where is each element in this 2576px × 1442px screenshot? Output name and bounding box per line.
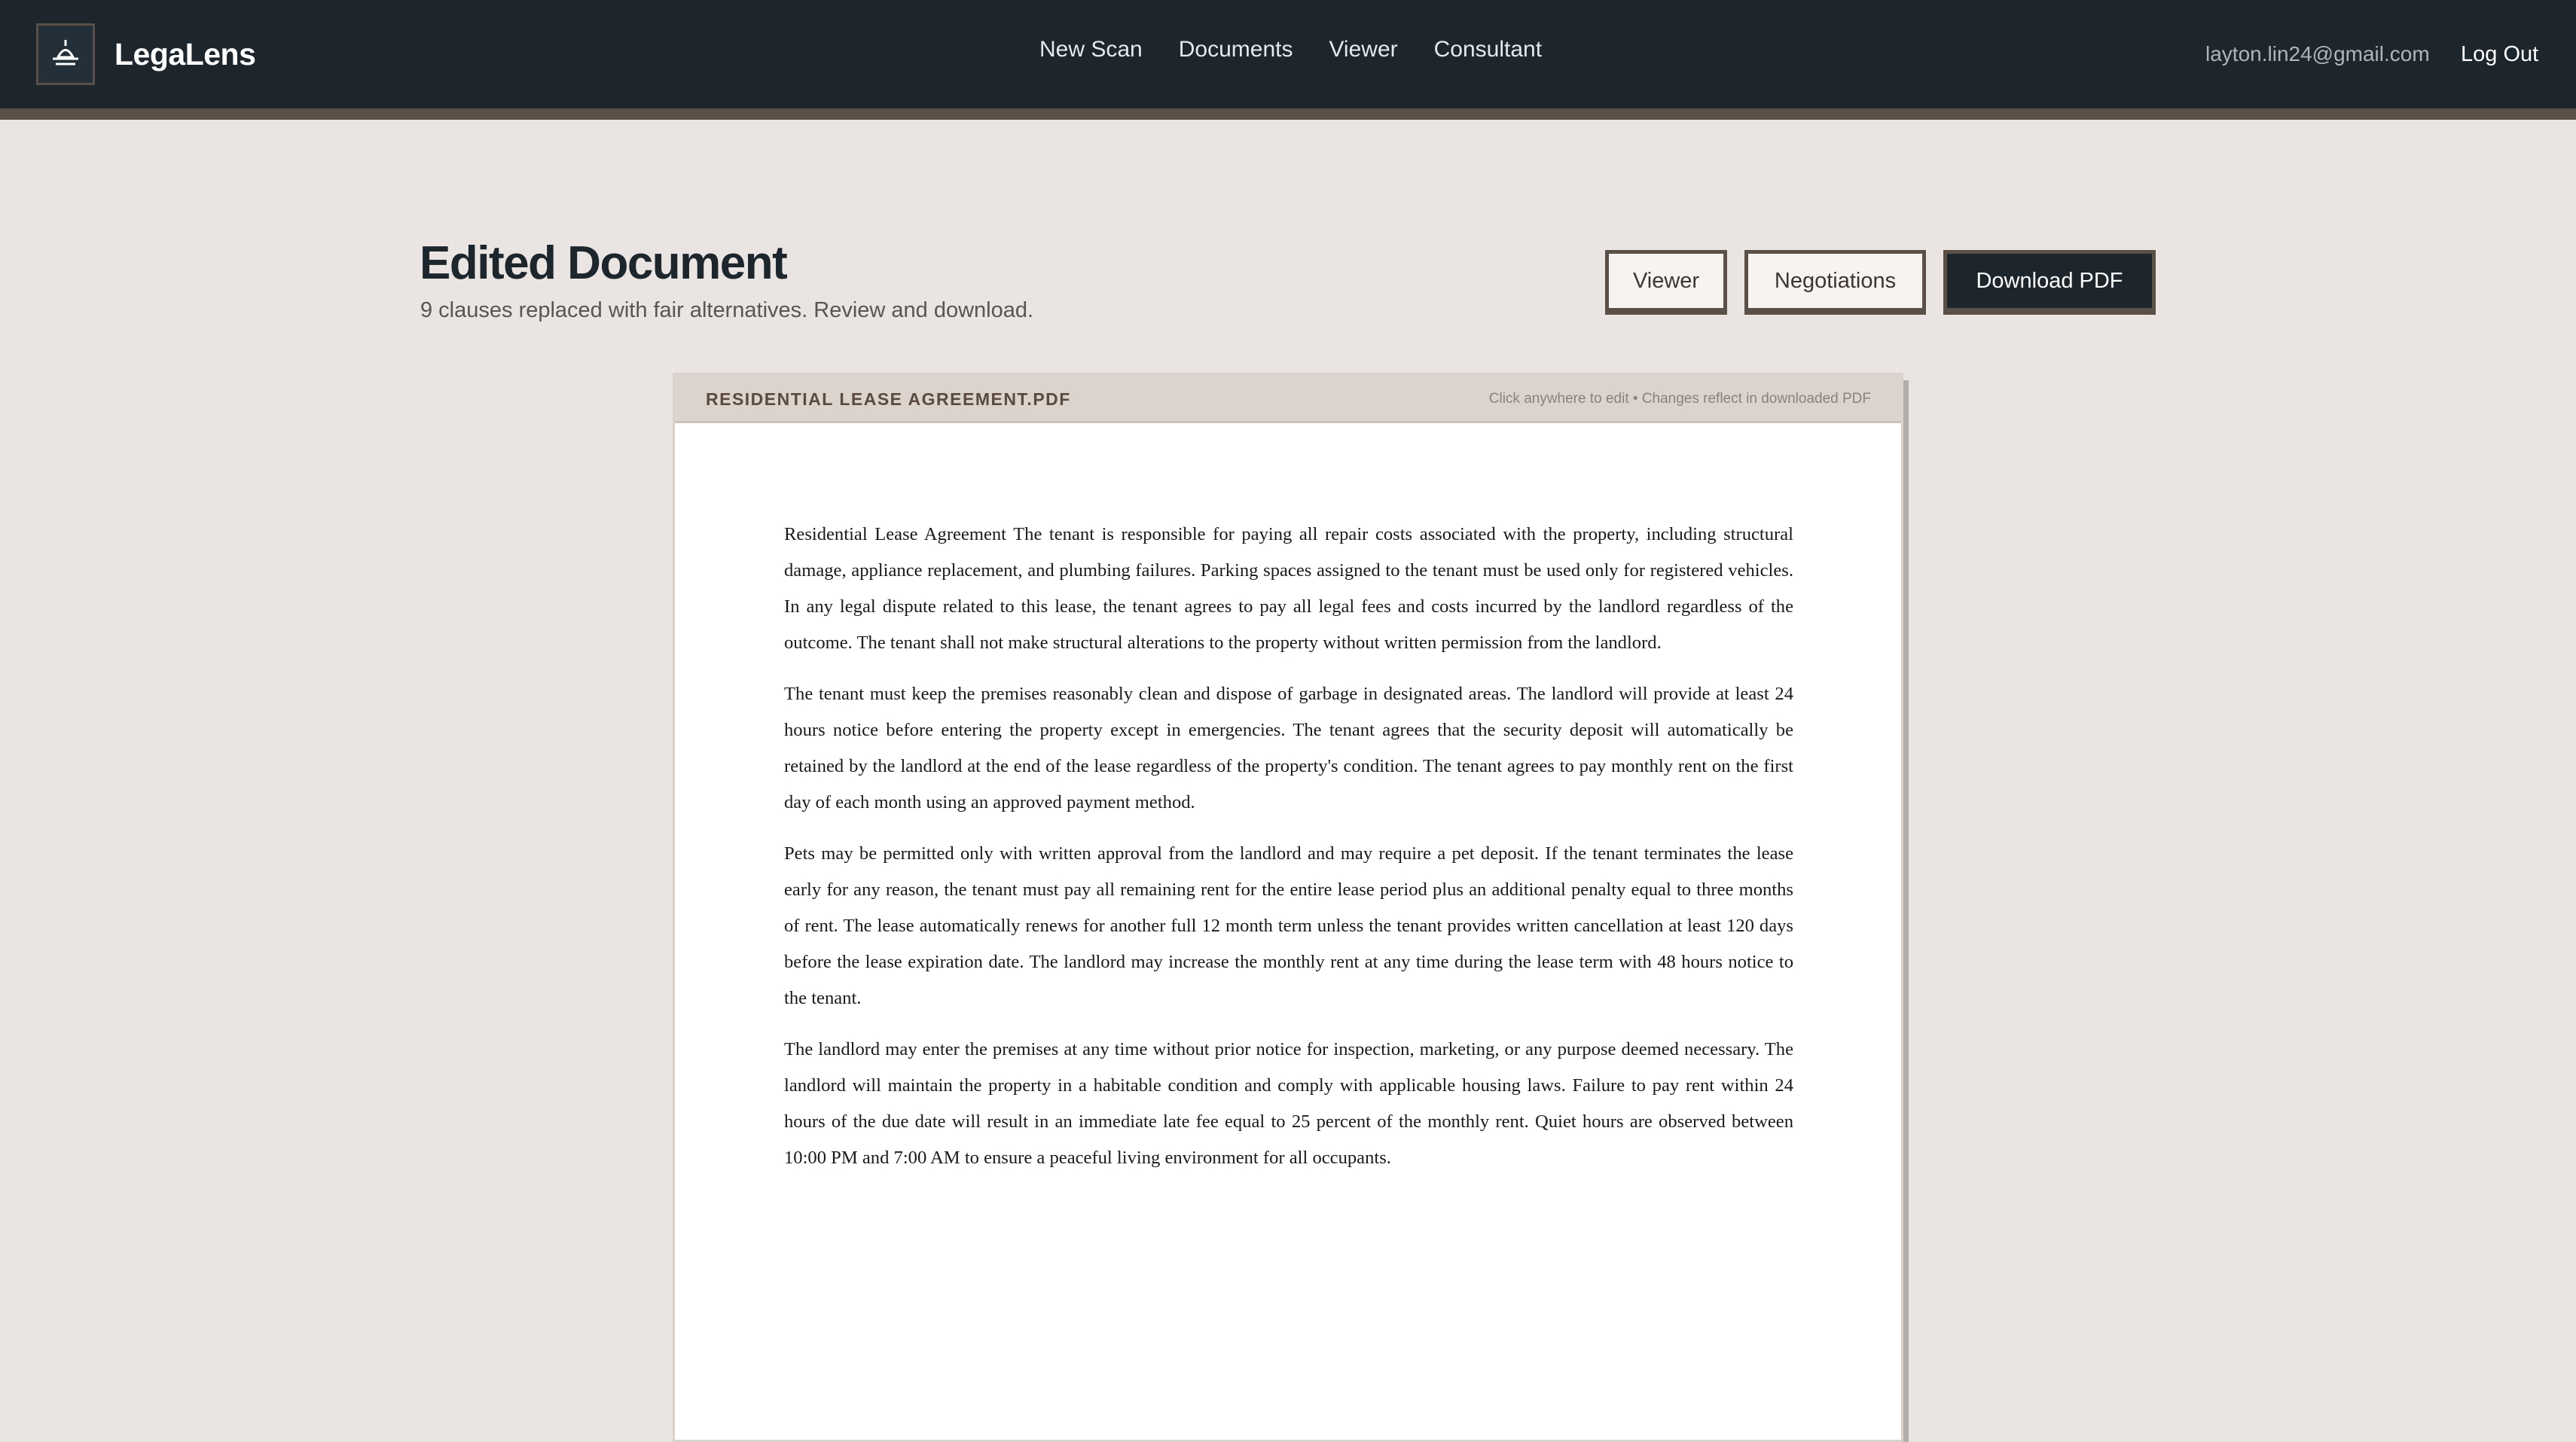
document-paragraph[interactable]: The tenant must keep the premises reasonably clean and dispose of garbage in designated areas. The landlord will provide at least 24 hours notice before entering the property except in emergencies. The tenant agrees that the security deposit will automatically be retained by the landlord at the end of the lease regardless of the property's condition. The tenant agrees to pay monthly rent on the first day of each month using an approved payment method. (784, 684, 1793, 812)
top-navbar (0, 0, 2576, 108)
download-pdf-button[interactable]: Download PDF (1943, 250, 2156, 315)
edit-hint: Click anywhere to edit • Changes reflect in downloaded PDF (1488, 391, 1871, 407)
nav-link-viewer[interactable]: Viewer (1329, 37, 1398, 62)
brand-name[interactable]: LegaLens (114, 37, 256, 72)
document-card (673, 373, 1903, 1442)
nav-link-consultant[interactable]: Consultant (1433, 37, 1543, 62)
user-email: layton.lin24@gmail.com (2205, 42, 2430, 66)
logout-link[interactable]: Log Out (2461, 42, 2539, 66)
logo[interactable] (36, 23, 95, 85)
page-title: Edited Document (420, 237, 787, 289)
negotiations-button[interactable]: Negotiations (1744, 250, 1926, 315)
document-filename: RESIDENTIAL LEASE AGREEMENT.PDF (706, 389, 1071, 409)
viewer-button[interactable]: Viewer (1605, 250, 1727, 315)
document-paragraph[interactable]: Pets may be permitted only with written approval from the landlord and may require a pet deposit. If the tenant terminates the lease early for any reason, the tenant must pay all remaining rent for the entire lease period plus an additional penalty equal to three months of rent. The lease automatically renews for another full 12 month term unless the tenant provides written cancellation at least 120 days before the lease expiration date. The landlord may increase the monthly rent at any time during the lease term with 48 hours notice to the tenant. (784, 843, 1793, 1008)
navbar-divider (0, 108, 2576, 120)
lamp-icon (48, 37, 83, 72)
page-subtitle: 9 clauses replaced with fair alternatives. Review and download. (420, 298, 1034, 322)
document-body[interactable] (784, 517, 1793, 1191)
document-paragraph[interactable]: The landlord may enter the premises at any time without prior notice for inspection, marketing, or any purpose deemed necessary. The landlord will maintain the property in a habitable condition and comply with applicable housing laws. Failure to pay rent within 24 hours of the due date will result in an immediate late fee equal to 25 percent of the monthly rent. Quiet hours are observed between 10:00 PM and 7:00 AM to ensure a peaceful living environment for all occupants. (784, 1039, 1793, 1168)
document-paragraph[interactable]: Residential Lease Agreement The tenant is responsible for paying all repair costs associated with the property, including structural damage, appliance replacement, and plumbing failures. Parking spaces assigned to the tenant must be used only for registered vehicles. In any legal dispute related to this lease, the tenant agrees to pay all legal fees and costs incurred by the landlord regardless of the outcome. The tenant shall not make structural alterations to the property without written permission from the landlord. (784, 524, 1793, 653)
nav-link-new-scan[interactable]: New Scan (1039, 37, 1143, 62)
main-nav (1039, 33, 1542, 66)
nav-link-documents[interactable]: Documents (1178, 37, 1293, 62)
document-header (675, 375, 1901, 423)
